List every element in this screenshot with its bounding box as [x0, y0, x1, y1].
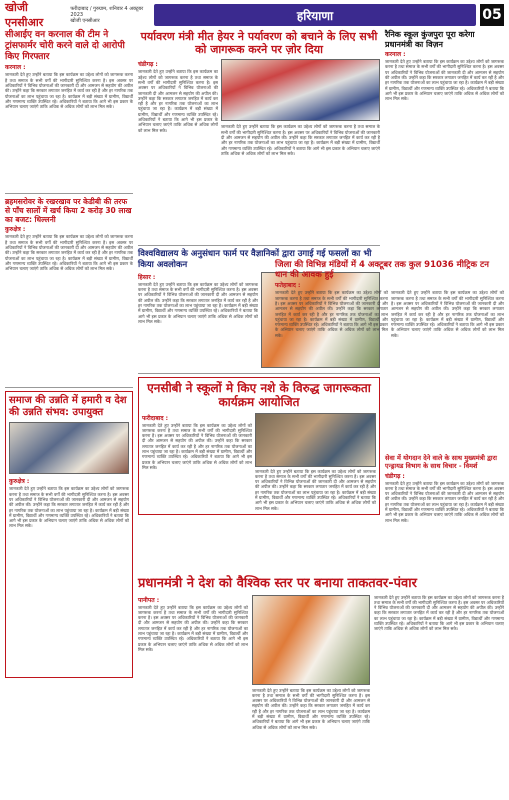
newspaper-logo: खोजी एनसीआर — [5, 1, 44, 29]
divider — [5, 193, 133, 194]
section-title: हरियाणा — [154, 4, 476, 26]
story-rainik-school — [385, 30, 504, 279]
dateline: फरीदाबाद : — [142, 414, 169, 422]
story-paryavaran — [138, 30, 380, 242]
headline: सेवा में योगदान देने वाले के साथ मुख्यमंत्री द्वारा एन्ड्रायड विभाग के साथ विचार - विमर्श — [385, 454, 497, 470]
story-text-column — [138, 595, 248, 791]
dateline: कुरुक्षेत्र : — [9, 478, 30, 486]
masthead-meta — [70, 6, 150, 24]
dateline: करनाल : — [5, 64, 26, 72]
story-photo — [9, 422, 129, 474]
story-body-cont: जानकारी देते हुए उन्होंने बताया कि इस कार्यक्रम का उद्देश्य लोगों को जागरूक करना है तथा समाज के सभी वर्गों की भागीदारी सुनिश्चित करना है। इस अवसर पर अधिकारियों ने विभिन्न योजनाओं की जानकारी दी और आमजन से सहयोग की अपील की। उन्होंने कहा कि सरकार लगातार जनहित में कार्य कर रही है और हर नागरिक तक योजनाओं का लाभ पहुंचाया जा रहा है। कार्यक्रम में बड़ी संख्या में ग्रामीण, विद्यार्थी और गणमान्य व्यक्ति उपस्थित रहे। अधिकारियों ने बताया कि आगे भी इस प्रकार के अभियान चलाए जाएंगे ताकि अधिक से अधिक लोगों को लाभ मिल सके। — [391, 290, 504, 338]
story-text-column-2 — [374, 595, 504, 791]
headline: सीआईए वन करनाल की टीम ने ट्रांसफार्मर चोरी करने वाले दो आरोपी किए गिरफ्तार — [5, 30, 125, 62]
story-layout — [138, 595, 504, 791]
right-column — [385, 30, 504, 279]
headline: समाज की उन्नति में हमारी व देश की उन्नति संभव: उपायुक्त — [9, 395, 127, 419]
story-photo — [221, 59, 380, 121]
story-layout — [138, 59, 380, 242]
story-text-column — [142, 413, 252, 511]
headline: प्रधानमंत्री ने देश को वैश्विक स्तर पर बनाया ताकतवर-पंवार — [138, 576, 417, 591]
story-mandi — [275, 260, 504, 440]
story-body: जानकारी देते हुए उन्होंने बताया कि इस कार्यक्रम का उद्देश्य लोगों को जागरूक करना है तथा समाज के सभी वर्गों की भागीदारी सुनिश्चित करना है। इस अवसर पर अधिकारियों ने विभिन्न योजनाओं की जानकारी दी और आमजन से सहयोग की अपील की। उन्होंने कहा कि सरकार लगातार जनहित में कार्य कर रही है और हर नागरिक तक योजनाओं का लाभ पहुंचाया जा रहा है। कार्यक्रम में बड़ी संख्या में ग्रामीण, विद्यार्थी और गणमान्य व्यक्ति उपस्थित रहे। अधिकारियों ने बताया कि आगे भी इस प्रकार के अभियान चलाए जाएंगे ताकि अधिक से अधिक लोगों को लाभ मिल सके। — [142, 422, 252, 470]
dateline: चंडीगढ़ : — [138, 61, 158, 69]
story-pm — [138, 576, 504, 791]
divider — [5, 387, 133, 388]
story-text-column — [138, 272, 258, 370]
dateline: कुरुक्षेत्र : — [5, 226, 26, 234]
story-body: जानकारी देते हुए उन्होंने बताया कि इस कार्यक्रम का उद्देश्य लोगों को जागरूक करना है तथा समाज के सभी वर्गों की भागीदारी सुनिश्चित करना है। इस अवसर पर अधिकारियों ने विभिन्न योजनाओं की जानकारी दी और आमजन से सहयोग की अपील की। उन्होंने कहा कि सरकार लगातार जनहित में कार्य कर रही है और हर नागरिक तक योजनाओं का लाभ पहुंचाया जा रहा है। कार्यक्रम में बड़ी संख्या में ग्रामीण, विद्यार्थी और गणमान्य व्यक्ति उपस्थित रहे। अधिकारियों ने बताया कि आगे भी इस प्रकार के अभियान चलाए जाएंगे ताकि अधिक से अधिक लोगों को लाभ मिल सके। — [9, 486, 129, 529]
story-body-cont-2: जानकारी देते हुए उन्होंने बताया कि इस कार्यक्रम का उद्देश्य लोगों को जागरूक करना है तथा समाज के सभी वर्गों की भागीदारी सुनिश्चित करना है। इस अवसर पर अधिकारियों ने विभिन्न योजनाओं की जानकारी दी और आमजन से सहयोग की अपील की। उन्होंने कहा कि सरकार लगातार जनहित में कार्य कर रही है और हर नागरिक तक योजनाओं का लाभ पहुंचाया जा रहा है। कार्यक्रम में बड़ी संख्या में ग्रामीण, विद्यार्थी और गणमान्य व्यक्ति उपस्थित रहे। अधिकारियों ने बताया कि आगे भी इस प्रकार के अभियान चलाए जाएंगे ताकि अधिक से अधिक लोगों को लाभ मिल सके। — [374, 594, 504, 632]
story-sewa — [385, 455, 504, 581]
story-body: जानकारी देते हुए उन्होंने बताया कि इस कार्यक्रम का उद्देश्य लोगों को जागरूक करना है तथा समाज के सभी वर्गों की भागीदारी सुनिश्चित करना है। इस अवसर पर अधिकारियों ने विभिन्न योजनाओं की जानकारी दी और आमजन से सहयोग की अपील की। उन्होंने कहा कि सरकार लगातार जनहित में कार्य कर रही है और हर नागरिक तक योजनाओं का लाभ पहुंचाया जा रहा है। कार्यक्रम में बड़ी संख्या में ग्रामीण, विद्यार्थी और गणमान्य व्यक्ति उपस्थित रहे। अधिकारियों ने बताया कि आगे भी इस प्रकार के अभियान चलाए जाएंगे ताकि अधिक से अधिक लोगों को लाभ मिल सके। — [138, 604, 248, 652]
story-body: जानकारी देते हुए उन्होंने बताया कि इस कार्यक्रम का उद्देश्य लोगों को जागरूक करना है तथा समाज के सभी वर्गों की भागीदारी सुनिश्चित करना है। इस अवसर पर अधिकारियों ने विभिन्न योजनाओं की जानकारी दी और आमजन से सहयोग की अपील की। उन्होंने कहा कि सरकार लगातार जनहित में कार्य कर रही है और हर नागरिक तक योजनाओं का लाभ पहुंचाया जा रहा है। कार्यक्रम में बड़ी संख्या में ग्रामीण, विद्यार्थी और गणमान्य व्यक्ति उपस्थित रहे। अधिकारियों ने बताया कि आगे भी इस प्रकार के अभियान चलाए जाएंगे ताकि अधिक से अधिक लोगों को लाभ मिल सके। — [5, 234, 133, 272]
masthead-date: फरीदाबाद / गुरुग्राम, शनिवार 4 अक्टूबर 2023 — [70, 6, 144, 18]
story-body-cont: जानकारी देते हुए उन्होंने बताया कि इस कार्यक्रम का उद्देश्य लोगों को जागरूक करना है तथा समाज के सभी वर्गों की भागीदारी सुनिश्चित करना है। इस अवसर पर अधिकारियों ने विभिन्न योजनाओं की जानकारी दी और आमजन से सहयोग की अपील की। उन्होंने कहा कि सरकार लगातार जनहित में कार्य कर रही है और हर नागरिक तक योजनाओं का लाभ पहुंचाया जा रहा है। कार्यक्रम में बड़ी संख्या में ग्रामीण, विद्यार्थी और गणमान्य व्यक्ति उपस्थित रहे। अधिकारियों ने बताया कि आगे भी इस प्रकार के अभियान चलाए जाएंगे ताकि अधिक से अधिक लोगों को लाभ मिल सके। — [255, 468, 376, 511]
page-number: 05 — [480, 4, 504, 26]
dateline: हिसार : — [138, 273, 156, 281]
story-text-column — [138, 59, 218, 242]
divider — [138, 245, 380, 246]
story-body-cont: जानकारी देते हुए उन्होंने बताया कि इस कार्यक्रम का उद्देश्य लोगों को जागरूक करना है तथा समाज के सभी वर्गों की भागीदारी सुनिश्चित करना है। इस अवसर पर अधिकारियों ने विभिन्न योजनाओं की जानकारी दी और आमजन से सहयोग की अपील की। उन्होंने कहा कि सरकार लगातार जनहित में कार्य कर रही है और हर नागरिक तक योजनाओं का लाभ पहुंचाया जा रहा है। कार्यक्रम में बड़ी संख्या में ग्रामीण, विद्यार्थी और गणमान्य व्यक्ति उपस्थित रहे। अधिकारियों ने बताया कि आगे भी इस प्रकार के अभियान चलाए जाएंगे ताकि अधिक से अधिक लोगों को लाभ मिल सके। — [252, 687, 370, 730]
headline: रैनिक स्कूल कुंजपुरा पूरा करेगा प्रधानमंत्री का विज़न — [385, 30, 475, 49]
page-columns — [5, 30, 504, 798]
masthead — [5, 1, 504, 29]
story-photo — [252, 595, 370, 685]
story-body: जानकारी देते हुए उन्होंने बताया कि इस कार्यक्रम का उद्देश्य लोगों को जागरूक करना है तथा समाज के सभी वर्गों की भागीदारी सुनिश्चित करना है। इस अवसर पर अधिकारियों ने विभिन्न योजनाओं की जानकारी दी और आमजन से सहयोग की अपील की। उन्होंने कहा कि सरकार लगातार जनहित में कार्य कर रही है और हर नागरिक तक योजनाओं का लाभ पहुंचाया जा रहा है। कार्यक्रम में बड़ी संख्या में ग्रामीण, विद्यार्थी और गणमान्य व्यक्ति उपस्थित रहे। अधिकारियों ने बताया कि आगे भी इस प्रकार के अभियान चलाए जाएंगे ताकि अधिक से अधिक लोगों को लाभ मिल सके। — [385, 59, 505, 102]
dateline: पानीपत : — [138, 596, 160, 604]
story-columns — [275, 290, 504, 440]
masthead-sub: खोजी एनसीआर — [70, 18, 100, 24]
dateline: फतेहाबाद : — [275, 282, 301, 290]
story-body: जानकारी देते हुए उन्होंने बताया कि इस कार्यक्रम का उद्देश्य लोगों को जागरूक करना है तथा समाज के सभी वर्गों की भागीदारी सुनिश्चित करना है। इस अवसर पर अधिकारियों ने विभिन्न योजनाओं की जानकारी दी और आमजन से सहयोग की अपील की। उन्होंने कहा कि सरकार लगातार जनहित में कार्य कर रही है और हर नागरिक तक योजनाओं का लाभ पहुंचाया जा रहा है। कार्यक्रम में बड़ी संख्या में ग्रामीण, विद्यार्थी और गणमान्य व्यक्ति उपस्थित रहे। अधिकारियों ने बताया कि आगे भी इस प्रकार के अभियान चलाए जाएंगे ताकि अधिक से अधिक लोगों को लाभ मिल सके। — [138, 281, 258, 324]
headline: एनसीबी ने स्कूलों मे किए नशे के विरुद्ध जागरूकता कार्यक्रम आयोजित — [147, 380, 371, 410]
story-body: जानकारी देते हुए उन्होंने बताया कि इस कार्यक्रम का उद्देश्य लोगों को जागरूक करना है तथा समाज के सभी वर्गों की भागीदारी सुनिश्चित करना है। इस अवसर पर अधिकारियों ने विभिन्न योजनाओं की जानकारी दी और आमजन से सहयोग की अपील की। उन्होंने कहा कि सरकार लगातार जनहित में कार्य कर रही है और हर नागरिक तक योजनाओं का लाभ पहुंचाया जा रहा है। कार्यक्रम में बड़ी संख्या में ग्रामीण, विद्यार्थी और गणमान्य व्यक्ति उपस्थित रहे। अधिकारियों ने बताया कि आगे भी इस प्रकार के अभियान चलाए जाएंगे ताकि अधिक से अधिक लोगों को लाभ मिल सके। — [138, 69, 218, 133]
story-body: जानकारी देते हुए उन्होंने बताया कि इस कार्यक्रम का उद्देश्य लोगों को जागरूक करना है तथा समाज के सभी वर्गों की भागीदारी सुनिश्चित करना है। इस अवसर पर अधिकारियों ने विभिन्न योजनाओं की जानकारी दी और आमजन से सहयोग की अपील की। उन्होंने कहा कि सरकार लगातार जनहित में कार्य कर रही है और हर नागरिक तक योजनाओं का लाभ पहुंचाया जा रहा है। कार्यक्रम में बड़ी संख्या में ग्रामीण, विद्यार्थी और गणमान्य व्यक्ति उपस्थित रहे। अधिकारियों ने बताया कि आगे भी इस प्रकार के अभियान चलाए जाएंगे ताकि अधिक से अधिक लोगों को लाभ मिल सके। — [275, 290, 388, 338]
left-column — [5, 30, 133, 678]
story-body: जानकारी देते हुए उन्होंने बताया कि इस कार्यक्रम का उद्देश्य लोगों को जागरूक करना है तथा समाज के सभी वर्गों की भागीदारी सुनिश्चित करना है। इस अवसर पर अधिकारियों ने विभिन्न योजनाओं की जानकारी दी और आमजन से सहयोग की अपील की। उन्होंने कहा कि सरकार लगातार जनहित में कार्य कर रही है और हर नागरिक तक योजनाओं का लाभ पहुंचाया जा रहा है। कार्यक्रम में बड़ी संख्या में ग्रामीण, विद्यार्थी और गणमान्य व्यक्ति उपस्थित रहे। अधिकारियों ने बताया कि आगे भी इस प्रकार के अभियान चलाए जाएंगे ताकि अधिक से अधिक लोगों को लाभ मिल सके। — [5, 72, 133, 110]
headline: पर्यावरण मंत्री मीत हेयर ने पर्यावरण को बचाने के लिए सभी को जागरूक करने पर ज़ोर दिया — [140, 30, 378, 57]
headline: विश्वविद्यालय के अनुसंधान फार्म पर वैज्ञानिकों द्वारा उगाई गई फसलों का भी किया अवलोकन — [138, 249, 372, 270]
story-cia-karnal — [5, 30, 133, 190]
masthead-left — [5, 1, 150, 29]
story-media-column — [252, 595, 370, 791]
dateline: चंडीगढ़ : — [385, 472, 405, 480]
headline: ब्रहमसरोवर के रखरखाव पर केडीबी की तरफ से पाँच सालों में खर्च किया 2 करोड़ 30 लाख का बजट: धिल्लनी — [5, 197, 132, 225]
story-body: जानकारी देते हुए उन्होंने बताया कि इस कार्यक्रम का उद्देश्य लोगों को जागरूक करना है तथा समाज के सभी वर्गों की भागीदारी सुनिश्चित करना है। इस अवसर पर अधिकारियों ने विभिन्न योजनाओं की जानकारी दी और आमजन से सहयोग की अपील की। उन्होंने कहा कि सरकार लगातार जनहित में कार्य कर रही है और हर नागरिक तक योजनाओं का लाभ पहुंचाया जा रहा है। कार्यक्रम में बड़ी संख्या में ग्रामीण, विद्यार्थी और गणमान्य व्यक्ति उपस्थित रहे। अधिकारियों ने बताया कि आगे भी इस प्रकार के अभियान चलाए जाएंगे ताकि अधिक से अधिक लोगों को लाभ मिल सके। — [385, 480, 505, 523]
story-brahmsarovar — [5, 197, 133, 384]
story-samaj — [5, 391, 133, 678]
story-body-cont: जानकारी देते हुए उन्होंने बताया कि इस कार्यक्रम का उद्देश्य लोगों को जागरूक करना है तथा समाज के सभी वर्गों की भागीदारी सुनिश्चित करना है। इस अवसर पर अधिकारियों ने विभिन्न योजनाओं की जानकारी दी और आमजन से सहयोग की अपील की। उन्होंने कहा कि सरकार लगातार जनहित में कार्य कर रही है और हर नागरिक तक योजनाओं का लाभ पहुंचाया जा रहा है। कार्यक्रम में बड़ी संख्या में ग्रामीण, विद्यार्थी और गणमान्य व्यक्ति उपस्थित रहे। अधिकारियों ने बताया कि आगे भी इस प्रकार के अभियान चलाए जाएंगे ताकि अधिक से अधिक लोगों को लाभ मिल सके। — [221, 124, 380, 156]
headline: जिला की विभिन्न मंडियों में 4 अक्टूबर तक कुल 91036 मीट्रिक टन धान की आवक हुई — [275, 260, 489, 281]
story-media-column — [221, 59, 380, 242]
dateline: करनाल : — [385, 51, 406, 59]
